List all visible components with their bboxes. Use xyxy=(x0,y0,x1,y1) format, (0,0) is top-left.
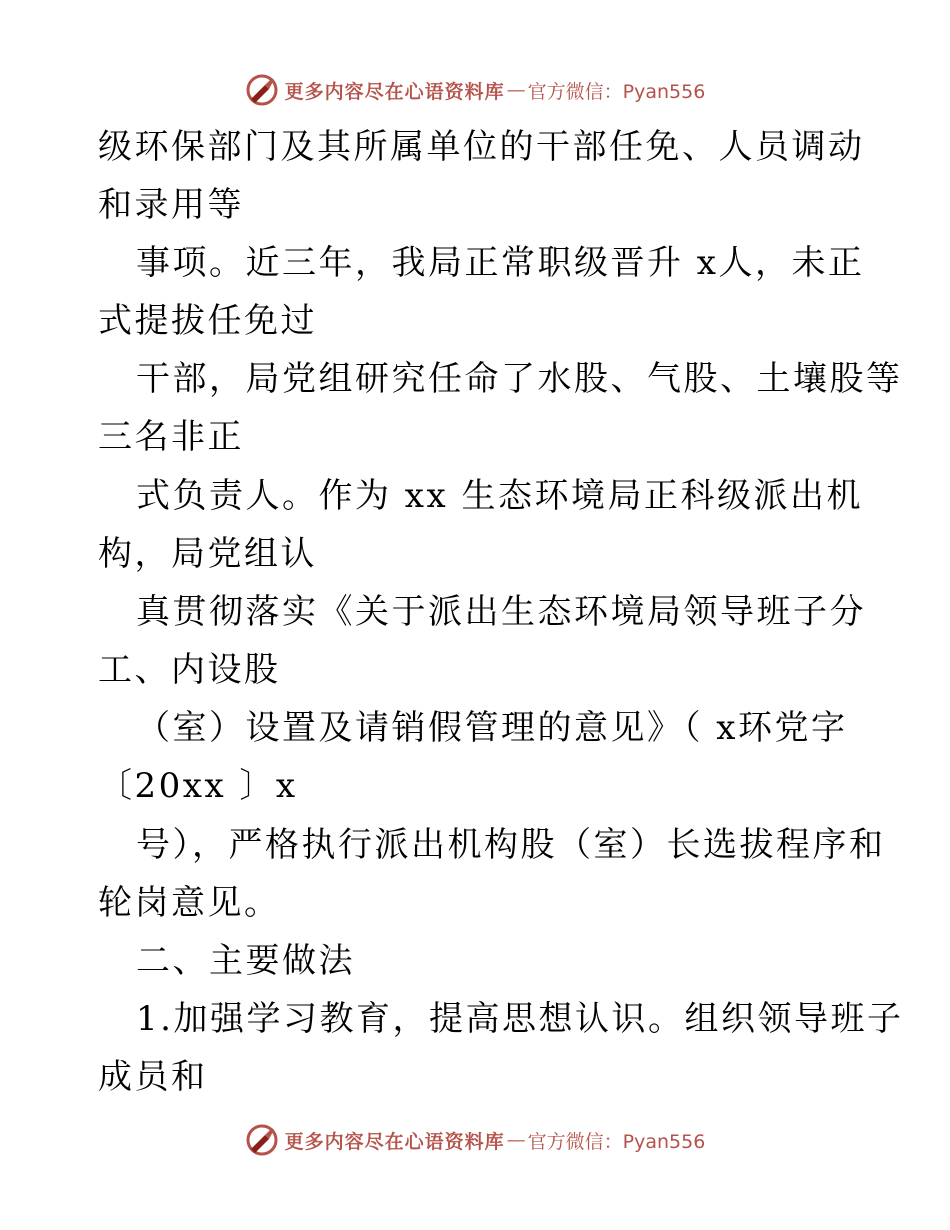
pen-logo-icon xyxy=(245,1123,279,1157)
watermark-banner-bottom xyxy=(0,1120,950,1160)
paragraph-4-line-1: 式负责人。作为 xx 生态环境局正科级派出机 xyxy=(136,476,863,516)
section-heading: 二、主要做法 xyxy=(136,941,355,981)
paragraph-3-line-2: 三名非正 xyxy=(98,417,244,457)
paragraph-2-line-1: 事项。近三年，我局正常职级晋升 x人，未正 xyxy=(136,243,865,283)
paragraph-3-line-1: 干部，局党组研究任命了水股、气股、土壤股等 xyxy=(136,359,903,399)
paragraph-1-line-2: 和录用等 xyxy=(98,185,244,225)
paragraph-5-line-1: 真贯彻落实《关于派出生态环境局领导班子分 xyxy=(136,592,866,632)
paragraph-6-line-1: （室）设置及请销假管理的意见》（ x环党字 xyxy=(136,708,848,748)
paragraph-2-line-2: 式提拔任免过 xyxy=(98,301,317,341)
watermark-site-text: 更多内容尽在心语资料库 xyxy=(284,1130,505,1153)
paragraph-8-line-2: 成员和 xyxy=(98,1057,208,1097)
watermark-separator: — xyxy=(506,1129,526,1151)
paragraph-6-line-2: 〔20xx 〕x xyxy=(98,766,298,806)
watermark-wechat-text: 官方微信：Pyan556 xyxy=(527,80,706,103)
paragraph-7-line-1: 号），严格执行派出机构股（室）长选拔程序和 xyxy=(136,825,886,865)
watermark-site-text: 更多内容尽在心语资料库 xyxy=(284,80,505,103)
paragraph-5-line-2: 工、内设股 xyxy=(98,650,281,690)
paragraph-1-line-1: 级环保部门及其所属单位的干部任免、人员调动 xyxy=(98,127,865,167)
watermark-separator: — xyxy=(506,79,526,101)
paragraph-4-line-2: 构，局党组认 xyxy=(98,534,317,574)
watermark-wechat-text: 官方微信：Pyan556 xyxy=(527,1130,706,1153)
paragraph-8-line-1: 1.加强学习教育，提高思想认识。组织领导班子 xyxy=(136,999,904,1039)
paragraph-7-line-2: 轮岗意见。 xyxy=(98,883,281,923)
